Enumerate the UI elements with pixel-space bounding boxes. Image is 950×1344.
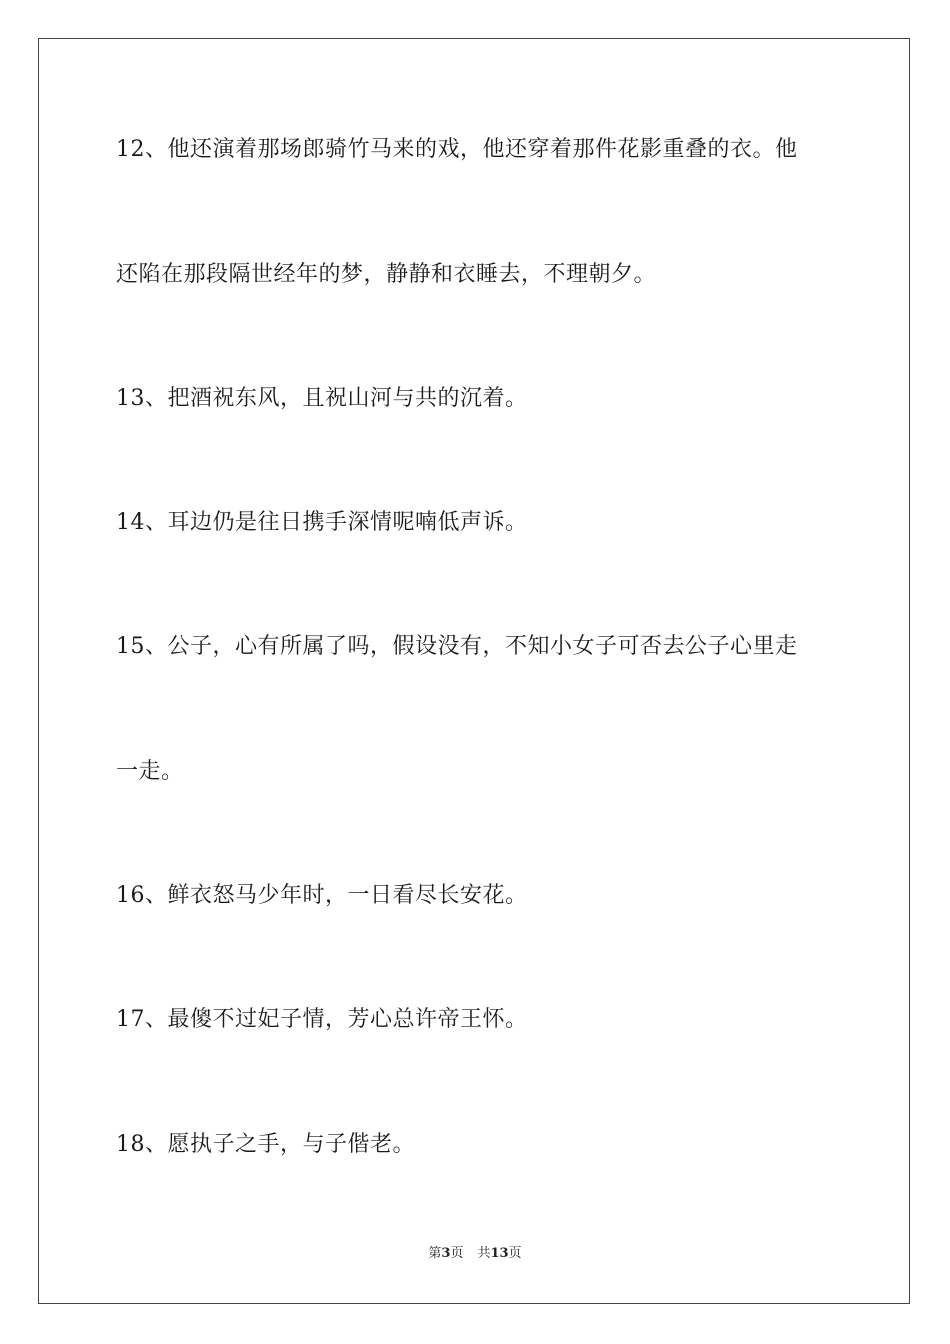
page-prefix: 第 bbox=[428, 1246, 442, 1261]
text-line: 还陷在那段隔世经年的梦，静静和衣睡去，不理朝夕。 bbox=[116, 262, 657, 287]
text-line: 15、公子，心有所属了吗，假设没有，不知小女子可否去公子心里走 bbox=[116, 634, 798, 659]
text-line: 一走。 bbox=[116, 759, 184, 784]
page-total: 13 bbox=[490, 1246, 509, 1261]
page-border bbox=[38, 38, 910, 1304]
page-suffix: 页 bbox=[450, 1246, 464, 1261]
total-suffix: 页 bbox=[508, 1246, 522, 1261]
text-line: 13、把酒祝东风，且祝山河与共的沉着。 bbox=[116, 386, 528, 411]
total-prefix: 共 bbox=[477, 1246, 491, 1261]
page-current: 3 bbox=[441, 1246, 451, 1261]
text-line: 16、鲜衣怒马少年时，一日看尽长安花。 bbox=[116, 883, 528, 908]
text-line: 17、最傻不过妃子情，芳心总许帝王怀。 bbox=[116, 1007, 528, 1032]
text-line: 18、愿执子之手，与子偕老。 bbox=[116, 1132, 415, 1157]
page-footer bbox=[0, 1245, 950, 1263]
text-line: 12、他还演着那场郎骑竹马来的戏，他还穿着那件花影重叠的衣。他 bbox=[116, 137, 798, 162]
text-line: 14、耳边仍是往日携手深情呢喃低声诉。 bbox=[116, 510, 528, 535]
